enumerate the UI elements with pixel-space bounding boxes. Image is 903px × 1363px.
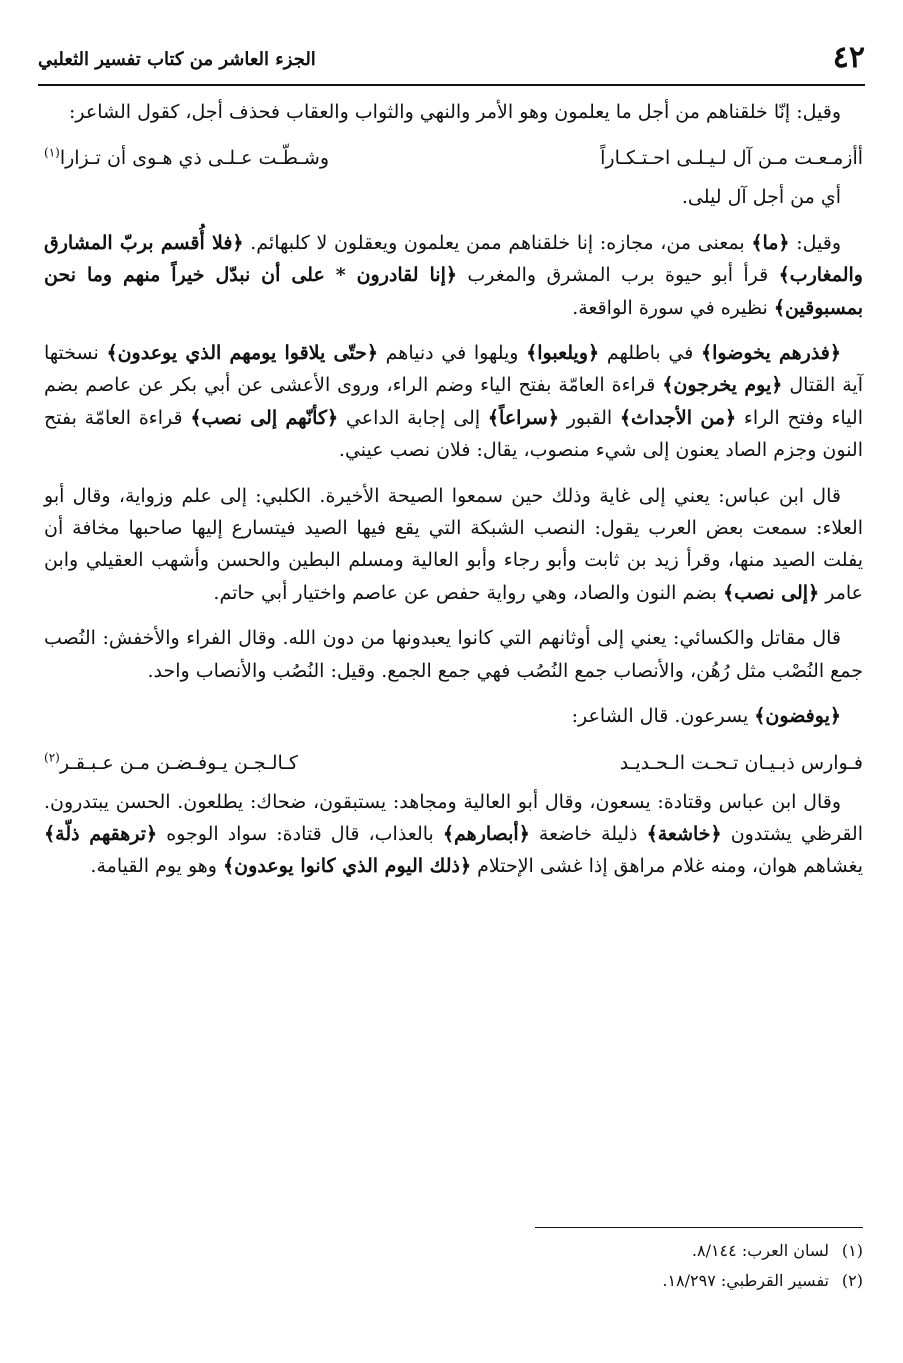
text-run: إلى إجابة الداعي — [338, 406, 488, 429]
text-run: وهو يوم القيامة. — [90, 855, 224, 878]
paragraph-5 — [44, 480, 863, 610]
verse-1-first-hemistich: أأزمـعـت مـن آل لـيـلـى احـتـكـاراً — [600, 147, 863, 170]
text-run: يسرعون. قال الشاعر: — [571, 705, 755, 728]
quran-quote: ﴿كأنّهم إلى نصب﴾ — [190, 406, 339, 429]
text-run: يغشاهم هوان، ومنه غلام مراهق إذا غشى الإحتلام — [471, 855, 863, 878]
text-run: في باطلهم — [599, 342, 701, 365]
verse-2-second-wrapper — [44, 746, 298, 780]
quran-quote: ﴿خاشعة﴾ — [646, 822, 722, 845]
footnote-number: (١) — [841, 1241, 863, 1260]
quran-quote: ﴿ويلعبوا﴾ — [526, 342, 600, 365]
verse-1 — [44, 141, 863, 175]
footnote-1 — [44, 1236, 863, 1266]
text-run: بالعذاب، قال قتادة: سواد الوجوه — [157, 822, 443, 845]
quran-quote: ﴿أبصارهم﴾ — [442, 822, 530, 845]
text-run: ذليلة خاضعة — [529, 822, 647, 845]
text-run: قراءة العامّة بفتح الياء وضم الراء، وروى الأعشى عن أبي بكر عن عاصم بضم الياء وفتح الراء — [44, 374, 863, 429]
verse-1-second-wrapper — [44, 141, 329, 175]
footnote-number: (٢) — [841, 1271, 863, 1290]
footnote-ref-1[interactable]: (١) — [44, 146, 60, 161]
quran-quote: ﴿إلى نصب﴾ — [722, 581, 820, 604]
verse-2 — [44, 746, 863, 780]
quran-quote: ﴿من الأجداث﴾ — [619, 406, 737, 429]
text-run: بضم النون والصاد، وهي رواية حفص عن عاصم واختيار أبي حاتم. — [213, 581, 723, 604]
paragraph-1: وقيل: إنّا خلقناهم من أجل ما يعلمون وهو الأمر والنهي والثواب والعقاب فحذف أجل، كقول الشاعر: — [69, 101, 841, 123]
text-run: قراءة العامّة بفتح النون وجزم الصاد يعنون إلى شيء منصوب، يقال: فلان نصب عيني. — [44, 406, 863, 462]
page-header — [38, 36, 865, 86]
text-run: نسختها آية القتال — [44, 342, 863, 397]
quran-quote: ﴿حتّى يلاقوا يومهم الذي يوعدون﴾ — [106, 342, 378, 365]
paragraph-8 — [44, 786, 863, 883]
quran-quote: ﴿فذرهم يخوضوا﴾ — [701, 342, 842, 365]
footnotes — [44, 1236, 863, 1296]
footnote-2 — [44, 1266, 863, 1296]
paragraph-4 — [44, 337, 863, 467]
footnote-ref-2[interactable]: (٢) — [44, 750, 60, 765]
text-run: وقال ابن عباس وقتادة: يسعون، وقال أبو العالية ومجاهد: يستبقون، ضحاك: يطلعون. الحسن يبتدرون. القرظي يشتدون — [44, 790, 864, 845]
quran-quote: ﴿إنا لقادرون * على أن نبدّل خيراً منهم وما نحن بمسبوقين﴾ — [44, 264, 863, 319]
text-run: قال ابن عباس: يعني إلى غاية وذلك حين سمعوا الصيحة الأخيرة. الكلبي: إلى علم وزواية، وقال أبو العلاء: سمعت بعض العرب يقول: النصب الشبكة التي يقع فيها الصيد فيتسارع إليها صاحبها مخافة أن يفلت الصيد منها، وقرأ زيد بن ثابت وأبو رجاء وأبو العالية ومسلم البطين والحسن وأشهب العقيلي وابن عامر — [44, 484, 863, 604]
running-title: الجزء العاشر من كتاب تفسير الثعلبي — [38, 49, 316, 70]
verse-1-second-hemistich: وشـطّـت عـلـى ذي هـوى أن تـزارا — [59, 147, 330, 170]
text-run: وقيل: — [789, 231, 841, 254]
text-run: ويلهوا في دنياهم — [377, 342, 527, 365]
quran-quote: ﴿فلا أُقسم بربّ المشارق والمغارب﴾ — [44, 231, 863, 287]
quran-quote: ﴿يوفضون﴾ — [754, 705, 841, 728]
quran-quote: ﴿ترهقهم ذلّة﴾ — [44, 822, 158, 845]
verse-2-second-hemistich: كـالـجـن يـوفـضـن مـن عـبـقـر — [59, 751, 298, 774]
main-text — [44, 96, 863, 896]
text-run: قرأ أبو حيوة برب المشرق والمغرب — [456, 264, 779, 287]
quran-quote: ﴿ذلك اليوم الذي كانوا يوعدون﴾ — [223, 855, 472, 878]
text-run: نظيره في سورة الواقعة. — [572, 296, 774, 319]
paragraph-6: قال مقاتل والكسائي: يعني إلى أوثانهم التي كانوا يعبدونها من دون الله. وقال الفراء والأخفش: النُصب جمع النُصْب مثل رُهُن، والأنصاب جمع النُصُب فهي جمع الجمع. وقيل: النُصُب والأنصاب واحد. — [44, 627, 863, 682]
paragraph-2: أي من أجل آل ليلى. — [681, 186, 841, 209]
footnote-text: لسان العرب: ٨/١٤٤. — [691, 1241, 829, 1260]
paragraph-3 — [44, 227, 863, 324]
footnote-divider — [535, 1227, 863, 1228]
footnote-text: تفسير القرطبي: ١٨/٢٩٧. — [662, 1271, 829, 1290]
quran-quote: ﴿ما﴾ — [751, 231, 790, 254]
quran-quote: ﴿سراعاً﴾ — [487, 406, 559, 429]
page-number: ٤٢ — [832, 40, 865, 75]
text-run: القبور — [558, 406, 620, 429]
verse-2-first-hemistich: فـوارس ذبـيـان تـحـت الـحـديـد — [619, 751, 863, 774]
paragraph-7 — [44, 700, 863, 732]
text-run: بمعنى من، مجازه: إنا خلقناهم ممن يعلمون ويعقلون لا كلبهائم. — [243, 231, 752, 254]
quran-quote: ﴿يوم يخرجون﴾ — [662, 374, 783, 397]
